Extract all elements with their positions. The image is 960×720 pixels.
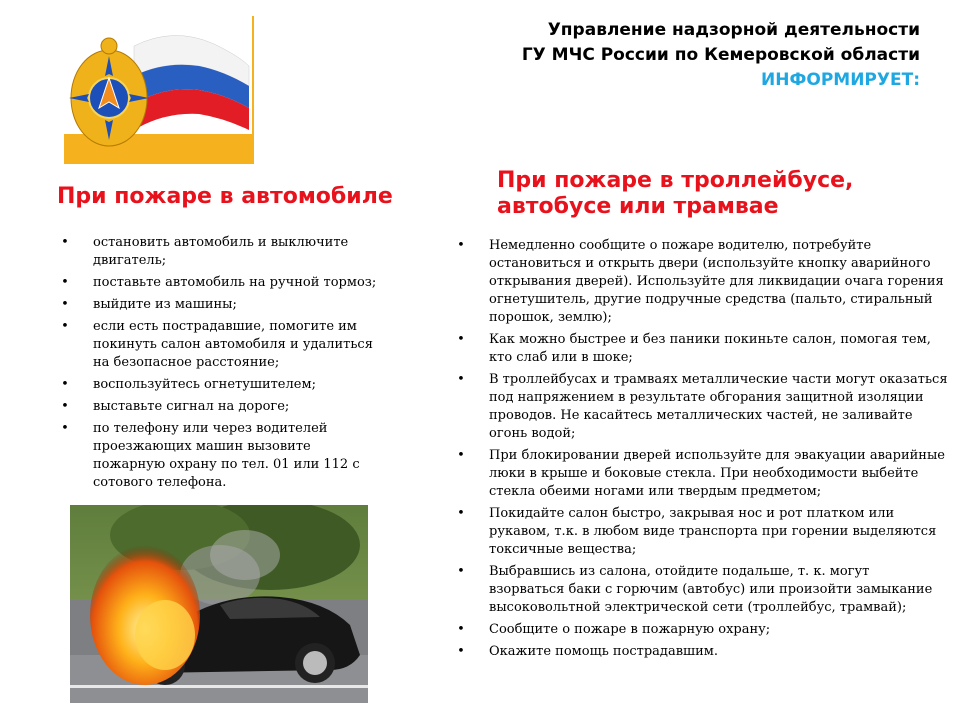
bullet: • [457,506,465,521]
list-item [453,643,948,661]
list-item-text: Немедленно сообщите о пожаре водителю, потребуйте остановиться и открыть двери (используйте кнопку аварийного открывания дверей). Используйте для ликвидации очага горения огнетушитель, другие подручные средства (пальто, стиральный порошок, землю); [489,238,944,325]
bullet: • [61,235,69,250]
list-item [453,621,948,639]
list-item [453,563,948,617]
header-line-1: Управление надзорной деятельности [547,20,920,40]
list-item-text: Выбравшись из салона, отойдите подальше, т. к. могут взорваться баки с горючим (автобус) или произойти замыкание высоковольтной электрической сети (троллейбус, трамвай); [489,564,933,615]
emchs-emblem-logo [64,16,254,164]
section-title-car: При пожаре в автомобиле [57,184,393,209]
bullet: • [457,332,465,347]
list-item [57,318,377,372]
list-item-text: В троллейбусах и трамваях металлические части могут оказаться под напряжением в результате обгорания защитной изоляции проводов. Не касайтесь металлических частей, не заливайте огонь водой; [489,372,948,441]
list-item-text: выставьте сигнал на дороге; [93,399,290,414]
list-item [453,371,948,443]
burning-car-photo [70,505,368,703]
bullet: • [457,564,465,579]
bullet: • [61,275,69,290]
header-informs: ИНФОРМИРУЕТ: [761,70,920,90]
list-item-text: Как можно быстрее и без паники покиньте салон, помогая тем, кто слаб или в шоке; [489,332,931,365]
car-instructions-list [57,234,377,496]
bullet: • [457,644,465,659]
list-item-text: воспользуйтесь огнетушителем; [93,377,316,392]
list-item-text: Сообщите о пожаре в пожарную охрану; [489,622,771,637]
list-item-text: поставьте автомобиль на ручной тормоз; [93,275,377,290]
transport-instructions-list [453,237,948,665]
list-item [453,447,948,501]
list-item-text: Окажите помощь пострадавшим. [489,644,719,659]
bullet: • [61,319,69,334]
list-item [57,398,377,416]
bullet: • [457,622,465,637]
list-item-text: При блокировании дверей используйте для эвакуации аварийные люки в крыше и боковые стекла. При необходимости выбейте стекла обеими ногами или твердым предметом; [489,448,945,499]
list-item-text: Покидайте салон быстро, закрывая нос и рот платком или рукавом, т.к. в любом виде транспорта при горении выделяются токсичные вещества; [489,506,937,557]
bullet: • [61,297,69,312]
list-item [453,331,948,367]
bullet: • [457,238,465,253]
bullet: • [457,372,465,387]
list-item [453,505,948,559]
bullet: • [61,399,69,414]
list-item [57,420,377,492]
list-item-text: выйдите из машины; [93,297,237,312]
bullet: • [61,377,69,392]
list-item [57,234,377,270]
header-line-2: ГУ МЧС России по Кемеровской области [521,45,920,65]
bullet: • [457,448,465,463]
list-item-text: если есть пострадавшие, помогите им покинуть салон автомобиля и удалиться на безопасное расстояние; [93,319,373,370]
list-item [57,296,377,314]
list-item-text: остановить автомобиль и выключите двигатель; [93,235,349,268]
list-item [57,376,377,394]
list-item-text: по телефону или через водителей проезжающих машин вызовите пожарную охрану по тел. 01 или 112 с сотового телефона. [93,421,360,490]
section-title-transport: При пожаре в троллейбусе, автобусе или трамвае [497,168,854,219]
bullet: • [61,421,69,436]
header-organization [522,18,920,93]
list-item [57,274,377,292]
list-item [453,237,948,327]
